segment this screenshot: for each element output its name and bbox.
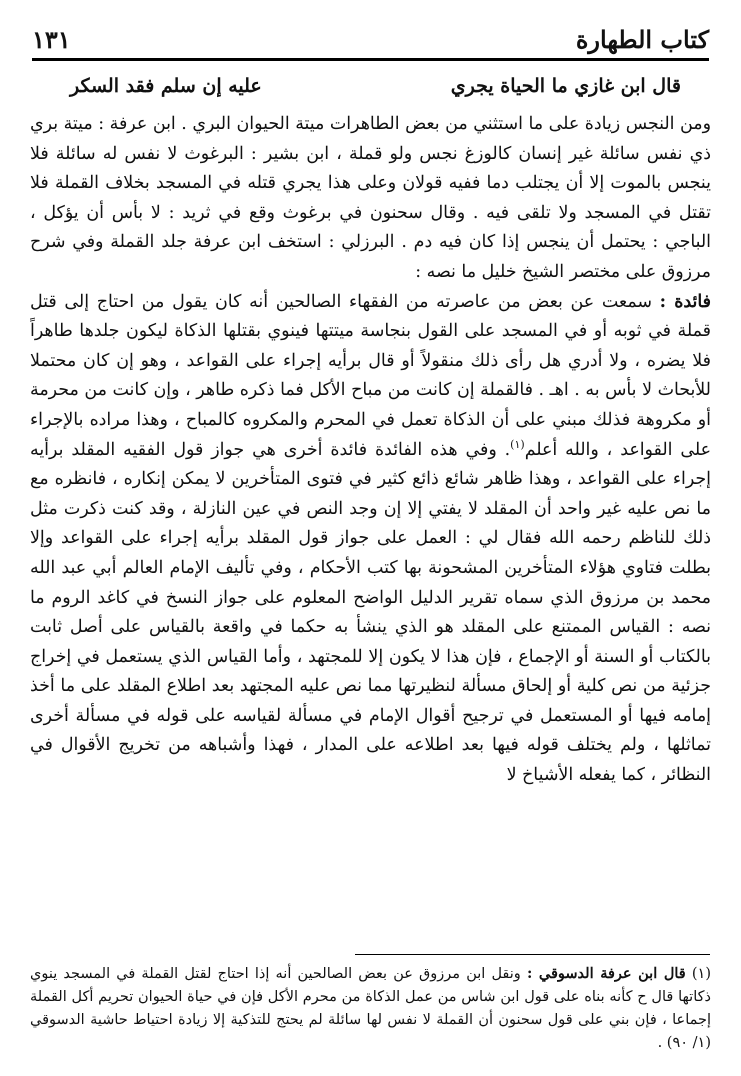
chapter-title: كتاب الطهارة	[575, 25, 709, 54]
verse-hemistich-right: قال ابن غازي ما الحياة يجري	[450, 75, 681, 97]
footnotes	[30, 962, 711, 1055]
footnote-lead: قال ابن عرفة الدسوقي :	[526, 965, 686, 982]
paragraph-2	[30, 288, 711, 791]
faida-heading: فائدة :	[659, 291, 711, 312]
footnote-separator	[355, 954, 710, 955]
footnote-reference[interactable]: (١)	[510, 437, 525, 451]
footnote-1	[30, 962, 711, 1055]
commentary-body	[30, 110, 711, 791]
paragraph-2-part-2: . وفي هذه الفائدة فائدة أخرى هي جواز قول الفقيه المقلد برأيه إجراء على القواعد ، وهذا ظاهر شائع ذائع كثير في فتوى المتأخرين لا يمكن إنكاره ، فانظره مع ما نص عليه غير واحد أن المقلد لا يفتي إلا إن وجد النص في عين النازلة ، وقد كنت ذكرت مثل ذلك للناظم رحمه الله فقال لي : العمل على جواز قول المقلد برأيه إجراء على القواعد وإلا بطلت فتاوي هؤلاء المتأخرين المشحونة بها كتب الأحكام ، وفي تأليف الإمام العالم أبي عبد الله محمد بن مرزوق الذي سماه تقرير الدليل الواضح المعلوم على جواز النسخ في كاغد الروم ما نصه : القياس الممتنع على المقلد هو الذي ينشأ به حكما في واقعة بالقياس على أصل ثابت بالكتاب أو السنة أو الإجماع ، فإن هذا لا يكون إلا للمجتهد ، وأما القياس الذي يستعمل في إخراج جزئية من نص كلية أو إلحاق مسألة لنظيرتها مما نص عليه المجتهد بعد اطلاع المقلد على ما أخذ إمامه فيها أو المستعمل في ترجيح أقوال الإمام في مسألة لقياسه على قوله في مسألة أخرى تماثلها ، ولم يختلف قوله فيها بعد اطلاعه على المدار ، فهذا وأشباهه من تخريج الأقوال في النظائر ، كما يفعله الأشياخ لا	[30, 439, 711, 786]
paragraph-2-part-1: سمعت عن بعض من عاصرته من الفقهاء الصالحين أنه كان يقول من احتاج إلى قتل قملة في ثوبه أو في المسجد على القول بنجاسة ميتتها فينوي بقتلها الذكاة ليكون جلدها طاهراً فلا يضره ، ولا أدري هل رأى ذلك منقولاً أو قال برأيه إجراء على القواعد ، وهو إن كان محتملا للأبحاث لا بأس به . اهـ . فالقملة إن كانت من مباح الأكل فما ذكره طاهر ، وإن كانت من محرمة أو مكروهة فذلك مبني على أن الذكاة تعمل في المحرم والمكروه كالمباح ، وهذا مراده بالإجراء على القواعد ، والله أعلم	[30, 291, 711, 460]
verse-line	[70, 66, 681, 106]
paragraph-1: ومن النجس زيادة على ما استثني من بعض الطاهرات ميتة الحيوان البري . ابن عرفة : ميتة بري ذي نفس سائلة غير إنسان كالوزغ نجس ولو قملة ، ابن بشير : البرغوث لا نفس له سائلة فلا ينجس بالموت إلا أن يجتلب دما ففيه قولان وعلى هذا يجري قتله في المسجد بخلاف القملة فلا تقتل في المسجد ولا تلقى فيه . وقال سحنون في برغوث وقع في ثريد : لا بأس أن يؤكل ، الباجي : يحتمل أن ينجس إذا كان فيه دم . البرزلي : استخف ابن عرفة جلد القملة وفي شرح مرزوق على مختصر الشيخ خليل ما نصه :	[30, 114, 711, 282]
page-number: ١٣١	[32, 25, 71, 54]
page-header	[32, 18, 709, 61]
footnote-marker: (١)	[691, 966, 712, 982]
verse-hemistich-left: عليه إن سلم فقد السكر	[70, 75, 262, 97]
footnote-text: ونقل ابن مرزوق عن بعض الصالحين أنه إذا احتاج لقتل القملة في المسجد ينوي ذكاتها قال ح كأنه بناه على قول ابن شاس من عمل الذكاة من محرم الأكل فإن في حياة الحيوان تحريم أكل القملة إجماعا ، فإن بني على قول سحنون أن القملة لا نفس لها سائلة لم يحتج للتذكية إلا زيادة احتياط حاشية الدسوقي (١/ ٩٠) .	[30, 966, 711, 1051]
